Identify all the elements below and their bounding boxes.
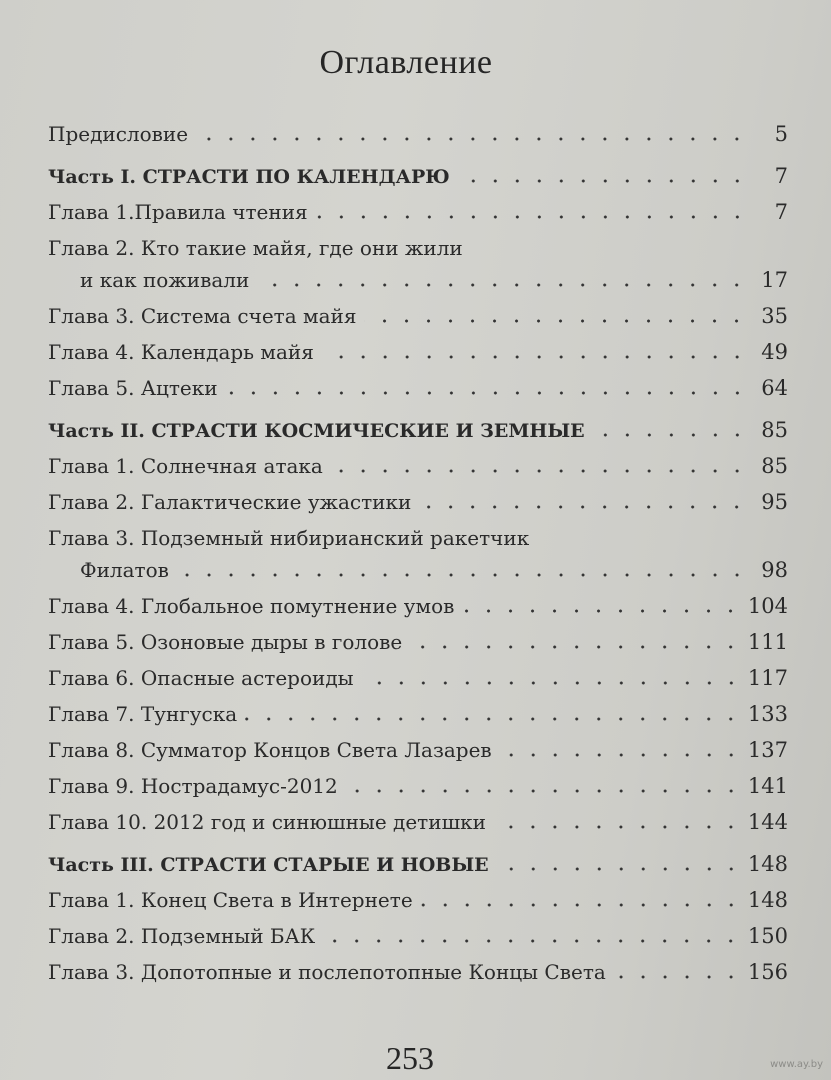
toc-entry-label: Глава 2. Подземный БАК: [48, 924, 316, 948]
dot-leader: [226, 391, 748, 395]
toc-part-3: [48, 840, 788, 876]
toc-entry-page: 148: [747, 852, 788, 876]
table-of-contents: [48, 110, 788, 984]
dot-leader: [196, 137, 748, 141]
toc-entry-page: 85: [761, 418, 788, 442]
toc-entry-page: 141: [747, 774, 788, 798]
toc-part-label: Часть III. СТРАСТИ СТАРЫЕ И НОВЫЕ: [48, 854, 489, 876]
dot-leader: [331, 469, 748, 473]
dot-leader: [362, 681, 742, 685]
dot-leader: [245, 717, 742, 721]
toc-entry-label-cont: Филатов: [80, 558, 169, 582]
dot-leader: [316, 215, 748, 219]
dot-leader: [410, 645, 742, 649]
dot-leader: [323, 939, 742, 943]
toc-entry-label: Глава 5. Ацтеки: [48, 376, 218, 400]
toc-entry: [48, 292, 788, 328]
toc-entry-page: 111: [747, 630, 788, 654]
toc-entry: [48, 328, 788, 364]
dot-leader: [614, 975, 742, 979]
toc-entry-page: 17: [761, 268, 788, 292]
toc-entry: [48, 948, 788, 984]
toc-entry-label: Предисловие: [48, 122, 189, 146]
toc-entry: [48, 798, 788, 834]
toc-entry: [48, 364, 788, 400]
toc-entry-page: 98: [761, 558, 788, 582]
toc-entry-label: Глава 2. Кто такие майя, где они жили: [48, 236, 463, 260]
toc-entry-page: 137: [747, 738, 788, 762]
dot-leader: [497, 867, 742, 871]
toc-entry-page: 133: [747, 702, 788, 726]
toc-entry: [48, 478, 788, 514]
dot-leader: [322, 355, 748, 359]
toc-entry-label: Глава 3. Система счета майя: [48, 304, 357, 328]
page-number: 253: [386, 1040, 434, 1076]
toc-entry-label: Глава 4. Глобальное помутнение умов: [48, 594, 455, 618]
toc-entry: [48, 690, 788, 726]
toc-entry-page: 150: [747, 924, 788, 948]
watermark: www.ay.by: [770, 1059, 823, 1070]
toc-entry-page: 85: [761, 454, 788, 478]
dot-leader: [419, 505, 748, 509]
toc-entry-page: 35: [761, 304, 788, 328]
toc-entry-label: Глава 4. Календарь майя: [48, 340, 314, 364]
toc-entry: [48, 762, 788, 798]
toc-entry: [48, 654, 788, 690]
toc-entry: [48, 912, 788, 948]
toc-entry-page: 7: [774, 200, 788, 224]
dot-leader: [346, 789, 742, 793]
toc-entry-label: Глава 1. Конец Света в Интернете: [48, 888, 413, 912]
toc-part-label: Часть II. СТРАСТИ КОСМИЧЕСКИЕ И ЗЕМНЫЕ: [48, 420, 585, 442]
dot-leader: [421, 903, 742, 907]
toc-entry: [48, 582, 788, 618]
toc-entry-label: Глава 3. Допотопные и послепотопные Концы Света: [48, 960, 606, 984]
toc-entry-page: 7: [774, 164, 788, 188]
toc-entry-label: Глава 7. Тунгуска: [48, 702, 238, 726]
page-title: Оглавление: [319, 44, 493, 81]
dot-leader: [364, 319, 748, 323]
dot-leader: [257, 283, 748, 287]
toc-entry-page: 144: [747, 810, 788, 834]
toc-entry-page: 95: [761, 490, 788, 514]
toc-entry-continuation: [48, 260, 788, 292]
toc-entry-page: 5: [774, 122, 788, 146]
toc-entry-page: 49: [761, 340, 788, 364]
toc-entry-page: 117: [747, 666, 788, 690]
toc-entry-preface: [48, 110, 788, 146]
toc-entry: [48, 224, 788, 260]
toc-entry-label: Глава 6. Опасные астероиды: [48, 666, 354, 690]
toc-entry-page: 156: [747, 960, 788, 984]
toc-entry: [48, 618, 788, 654]
toc-entry-continuation: [48, 550, 788, 582]
toc-part-1: [48, 152, 788, 188]
dot-leader: [494, 825, 742, 829]
dot-leader: [500, 753, 742, 757]
toc-entry-page: 64: [761, 376, 788, 400]
toc-entry-page: 104: [747, 594, 788, 618]
toc-entry: [48, 876, 788, 912]
toc-part-label: Часть I. СТРАСТИ ПО КАЛЕНДАРЮ: [48, 166, 450, 188]
dot-leader: [462, 609, 742, 613]
toc-entry-page: 148: [747, 888, 788, 912]
toc-entry-label: Глава 10. 2012 год и синюшные детишки: [48, 810, 486, 834]
toc-entry-label: Глава 9. Нострадамус-2012: [48, 774, 338, 798]
toc-entry-label: Глава 5. Озоновые дыры в голове: [48, 630, 403, 654]
toc-entry: [48, 514, 788, 550]
toc-entry: [48, 726, 788, 762]
toc-entry-label: Глава 3. Подземный нибирианский ракетчик: [48, 526, 530, 550]
toc-entry-label: Глава 1. Солнечная атака: [48, 454, 323, 478]
toc-entry: [48, 442, 788, 478]
dot-leader: [593, 433, 748, 437]
toc-part-2: [48, 406, 788, 442]
toc-entry-label-cont: и как поживали: [80, 268, 250, 292]
toc-entry-label: Глава 1.Правила чтения: [48, 200, 308, 224]
dot-leader: [177, 573, 748, 577]
toc-entry: [48, 188, 788, 224]
toc-entry-label: Глава 2. Галактические ужастики: [48, 490, 412, 514]
dot-leader: [458, 179, 748, 183]
toc-entry-label: Глава 8. Сумматор Концов Света Лазарев: [48, 738, 492, 762]
